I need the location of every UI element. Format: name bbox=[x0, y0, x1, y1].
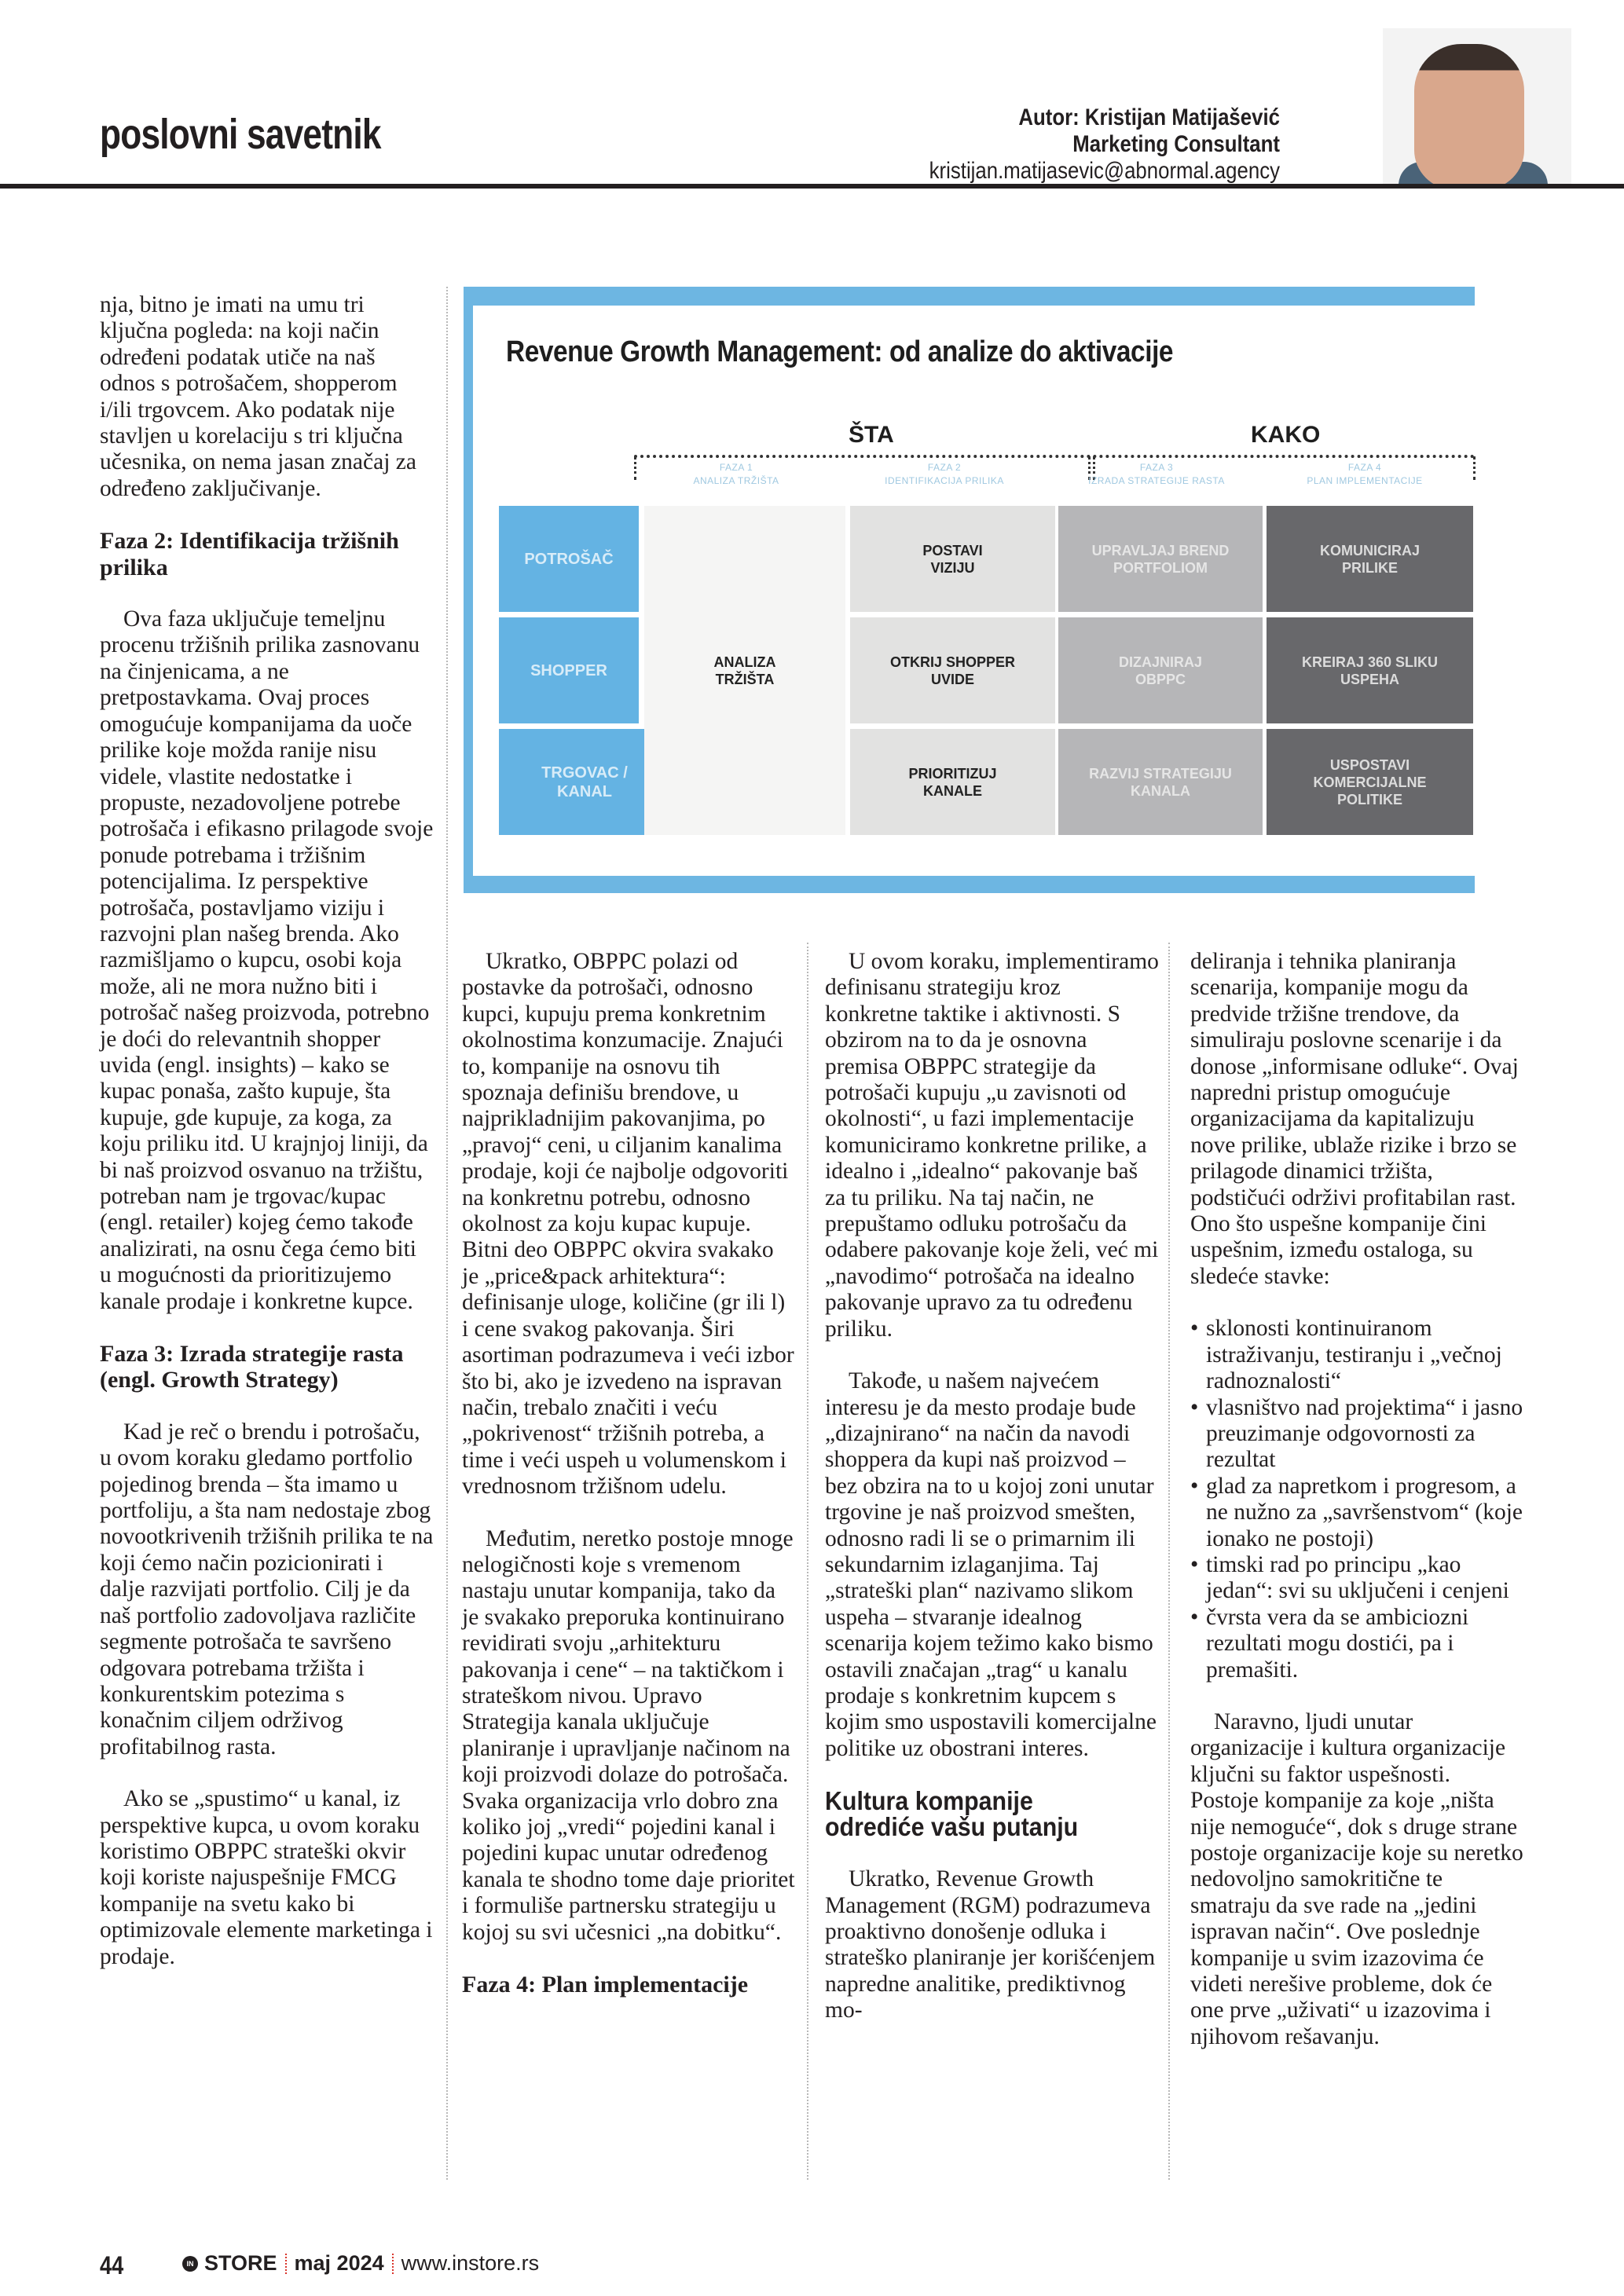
paragraph: Ukratko, Revenue Growth Management (RGM) podrazumeva proaktivno donošenje odluka i strateško planiranje jer korišćenjem napredne analitike, prediktivnog mo- bbox=[825, 1866, 1156, 2023]
list-item: • čvrsta vera da se ambiciozni rezultati mogu dostići, pa i premašiti. bbox=[1190, 1605, 1524, 1683]
diagram-canvas bbox=[473, 306, 1475, 876]
column-3 bbox=[825, 949, 1159, 2050]
cell-dizajniraj-obppc: DIZAJNIRAJ OBPPC bbox=[1058, 617, 1263, 723]
phase-header-4 bbox=[1263, 461, 1467, 488]
footer bbox=[182, 2251, 539, 2276]
paragraph: Ako se „spustimo“ u kanal, iz perspektive kupca, u ovom koraku koristimo OBPPC strateški okvir koji koriste najuspešnije FMCG kompanije na svetu kako bi optimizovale elemente marketinga i prodaje. bbox=[100, 1786, 433, 1969]
heading-faza-3: Faza 3: Izrada strategije rasta (engl. Growth Strategy) bbox=[100, 1341, 404, 1393]
cell-otkrij-shopper-uvide: OTKRIJ SHOPPER UVIDE bbox=[850, 617, 1055, 723]
phase-number: FAZA 4 bbox=[1347, 462, 1382, 473]
divider-mark bbox=[1473, 456, 1476, 480]
phase-name: ANALIZA TRŽIŠTA bbox=[693, 475, 779, 486]
diagram-title: Revenue Growth Management: od analize do aktivacije bbox=[506, 335, 1174, 368]
paragraph: Takođe, u našem najvećem interesu je da mesto prodaje bude „dizajnirano“ na način da navodi shoppera da kupi naš proizvod – bez obzira na to u kojoj zoni unutar trgovine je naš proizvod smešten, odnosno radi li se o primarnim ili sekundarnim izlaganjima. Taj „strateški plan“ nazivamo slikom uspeha – stvaranje idealnog scenarija kojem težimo kako bismo ostavili značajan „trag“ u kanalu prodaje s konkretnim kupcem s kojim smo uspostavili komercijalne politike uz obostrani interes. bbox=[825, 1368, 1157, 1761]
heading-faza-2: Faza 2: Identifikacija tržišnih prilika bbox=[100, 528, 399, 580]
paragraph: nja, bitno je imati na umu tri ključna pogleda: na koji način određeni podatak utiče na naš odnos s potrošačem, shopperom i/ili trgovcem. Ako podatak nije stavljen u korelaciju s tri ključna učesnika, on nema jasan značaj za određeno zaključivanje. bbox=[100, 292, 416, 501]
heading-kultura-kompanije: Kultura kompanije odrediće vašu putanju bbox=[825, 1786, 1079, 1842]
paragraph: Ova faza uključuje temeljnu procenu tržišnih prilika zasnovanu na činjenicama, a ne pretpostavkama. Ovaj proces omogućuje kompanijama da uoče prilike koje možda ranije nisu videle, vlastite nedostatke i propuste, nezadovoljene potrebe potrošača i efikasno prilagode svoje ponude potrebama i tržišnim potencijalima. Iz perspektive potrošača, postavljamo viziju i razvojni plan našeg brenda. Ako razmišljamo o kupcu, osobi koja može, ali ne mora nužno biti i potrošač našeg proizvoda, potrebno je doći do relevantnih shopper uvida (engl. insights) – kako se kupac ponaša, zašto kupuje, šta kupuje, gde kupuje, za koga, za koju priliku itd. U krajnjoj liniji, da bi naš proizvod osvanuo na tržištu, potreban nam je trgovac/kupac (engl. retailer) kojeg ćemo takođe analizirati, na osnu čega ćemo biti u mogućnosti da prioritizujemo kanale prodaje i konkretne kupce. bbox=[100, 606, 434, 1314]
phase-header-3 bbox=[1054, 461, 1259, 488]
paragraph: Ukratko, OBPPC polazi od postavke da potrošači, odnosno kupci, kupuju prema konkretnim okolnostima konzumacije. Znajući to, kompanije na osnovu tih spoznaja definišu brendove, u najprikladnijim pakovanjima, po „pravoj“ ceni, u ciljanim kanalima prodaje, koji će najbolje odgovoriti na konkretnu potrebu, odnosno okolnost za koju kupac kupuje. Bitni deo OBPPC okvira svakako je „price&pack arhitektura“: definisanje uloge, količine (gr ili l) i cene svakog pakovanja. Širi asortiman podrazumeva i veći izbor što bi, ako je izvedeno na ispravan način, trebalo značiti i veću „pokrivenost“ tržišnih potreba, a time i veći uspeh u volumenskom i vrednosnom tržišnom udelu. bbox=[462, 949, 794, 1500]
rgm-diagram bbox=[464, 287, 1475, 893]
page-number: 44 bbox=[100, 2251, 124, 2280]
column-separator bbox=[1168, 943, 1170, 2180]
column-2 bbox=[462, 949, 796, 2023]
list-item: • sklonosti kontinuiranom istraživanju, testiranju i „večnoj radnoznalosti“ bbox=[1190, 1316, 1524, 1394]
cell-prioritizuj-kanale: PRIORITIZUJ KANALE bbox=[850, 729, 1055, 835]
phase-number: FAZA 1 bbox=[719, 462, 753, 473]
list-item: • vlasništvo nad projektima“ i jasno preuzimanje odgovornosti za rezultat bbox=[1190, 1395, 1524, 1474]
author-photo bbox=[1383, 28, 1571, 184]
in-badge-icon: IN bbox=[182, 2256, 198, 2272]
phase-name: IZRADA STRATEGIJE RASTA bbox=[1088, 475, 1225, 486]
column-separator bbox=[807, 943, 808, 2180]
author-block bbox=[872, 104, 1280, 185]
paragraph: Međutim, neretko postoje mnoge nelogičnosti koje s vremenom nastaju unutar kompanija, tako da je svakako preporuka kontinuirano revidirati svoju „arhitekturu pakovanja i cene“ – na taktičkom i strateškom nivou. Upravo Strategija kanala uključuje planiranje i upravljanje načinom na koji proizvodi dolaze do potrošača. Svaka organizacija vrlo dobro zna koliko joj „vredi“ pojedini kanal i pojedini kupac unutar određenog kanala te shodno tome daje prioritet i formuliše partnersku strategiju u kojoj su svi učesnici „na dobitku“. bbox=[462, 1525, 795, 1945]
phase-header-2 bbox=[842, 461, 1047, 488]
photo-head bbox=[1414, 44, 1524, 184]
phase-name: IDENTIFIKACIJA PRILIKA bbox=[885, 475, 1004, 486]
cell-upravljaj-brend-portfoliom: UPRAVLJAJ BREND PORTFOLIOM bbox=[1058, 506, 1263, 612]
cell-analiza-trzista: ANALIZA TRŽIŠTA bbox=[644, 506, 845, 835]
footer-separator bbox=[285, 2254, 287, 2274]
phase-name: PLAN IMPLEMENTACIJE bbox=[1307, 475, 1423, 486]
row-header-potrosac: POTROŠAČ bbox=[499, 506, 639, 612]
column-1 bbox=[100, 292, 434, 1996]
paragraph: Kad je reč o brendu i potrošaču, u ovom koraku gledamo portfolio pojedinog brenda – šta imamo u portfoliju, a šta nam nedostaje zbog novootkrivenih tržišnih prilika te na koji ćemo način pozicionirati i dalje razvijati portfolio. Cilj je da naš portfolio zadovoljava različite segmente potrošača te savršeno odgovara potrebama tržišta i konkurentskim potezima s konačnim ciljem održivog profitabilnog rasta. bbox=[100, 1419, 434, 1760]
column-4 bbox=[1190, 949, 1524, 2076]
cell-uspostavi-komercijalne-politike: USPOSTAVI KOMERCIJALNE POLITIKE bbox=[1267, 729, 1473, 835]
cell-razvij-strategiju-kanala: RAZVIJ STRATEGIJU KANALA bbox=[1058, 729, 1263, 835]
list-item: • timski rad po principu „kao jedan“: svi su uključeni i cenjeni bbox=[1190, 1552, 1524, 1605]
cell-kreiraj-sliku-uspeha: KREIRAJ 360 SLIKU USPEHA bbox=[1267, 617, 1473, 723]
phase-number: FAZA 3 bbox=[1139, 462, 1174, 473]
group-label-kako: KAKO bbox=[1251, 422, 1321, 448]
row-header-trgovac: TRGOVAC / KANAL bbox=[499, 729, 670, 835]
success-factors-list bbox=[1190, 1316, 1524, 1683]
website-link[interactable]: www.instore.rs bbox=[401, 2251, 540, 2275]
group-label-sta: ŠTA bbox=[849, 422, 894, 448]
phase-header-1 bbox=[634, 461, 838, 488]
row-header-shopper: SHOPPER bbox=[499, 617, 639, 723]
section-title: poslovni savetnik bbox=[100, 111, 381, 158]
phase-number: FAZA 2 bbox=[927, 462, 962, 473]
heading-faza-4: Faza 4: Plan implementacije bbox=[462, 1972, 749, 1998]
author-email[interactable]: kristijan.matijasevic@abnormal.agency bbox=[929, 158, 1280, 184]
instore-logo bbox=[182, 2251, 277, 2276]
author-role: Marketing Consultant bbox=[1072, 131, 1280, 157]
column-separator bbox=[446, 287, 448, 2180]
cell-komuniciraj-prilike: KOMUNICIRAJ PRILIKE bbox=[1267, 506, 1473, 612]
issue-date: maj 2024 bbox=[294, 2251, 384, 2275]
paragraph: deliranja i tehnika planiranja scenarija, kompanije mogu da predvide tržišne trendove, da simuliraju poslovne scenarije i da donose „informisane odluke“. Ovaj napredni pristup omogućuje organizacijama da kapitalizuju nove prilike, ublaže rizike i brzo se prilagode dinamici tržišta, podstičući održivi profitabilan rast. Ono što uspešne kompanije čini uspešnim, između ostaloga, su sledeće stavke: bbox=[1190, 949, 1519, 1289]
author-name: Autor: Kristijan Matijašević bbox=[1018, 104, 1280, 130]
cell-postavi-viziju: POSTAVI VIZIJU bbox=[850, 506, 1055, 612]
header-rule bbox=[0, 184, 1624, 189]
list-item: • glad za napretkom i progresom, a ne nužno za „savršenstvom“ (koje ionako ne postoji) bbox=[1190, 1474, 1524, 1552]
footer-separator bbox=[392, 2254, 394, 2274]
group-divider-line bbox=[634, 455, 1475, 458]
paragraph: U ovom koraku, implementiramo definisanu strategiju kroz konkretne taktike i aktivnosti. S obzirom na to da je osnovna premisa OBPPC strategije da potrošači kupuju „u zavisnoti od okolnosti“, u fazi implementacije komuniciramo konkretne prilike, a idealno i „idealno“ pakovanje baš za tu priliku. Na taj način, ne prepuštamo odluku potrošaču da odabere pakovanje koje želi, već mi „navodimo“ potrošača na idealno pakovanje upravo za tu određenu priliku. bbox=[825, 949, 1159, 1342]
paragraph: Naravno, ljudi unutar organizacije i kultura organizacije ključni su faktor uspešnosti. Postoje kompanije za koje „ništa nije nemoguće“, dok s druge strane postoje organizacije koje su neretko nedovoljno samokritične te smatraju da sve rade na „jedini ispravan način“. Ove poslednje kompanije u svim izazovima će videti nerešive probleme, dok će one prve „uživati“ u izazovima i njihovom rešavanju. bbox=[1190, 1708, 1523, 2049]
logo-text: STORE bbox=[204, 2251, 277, 2275]
